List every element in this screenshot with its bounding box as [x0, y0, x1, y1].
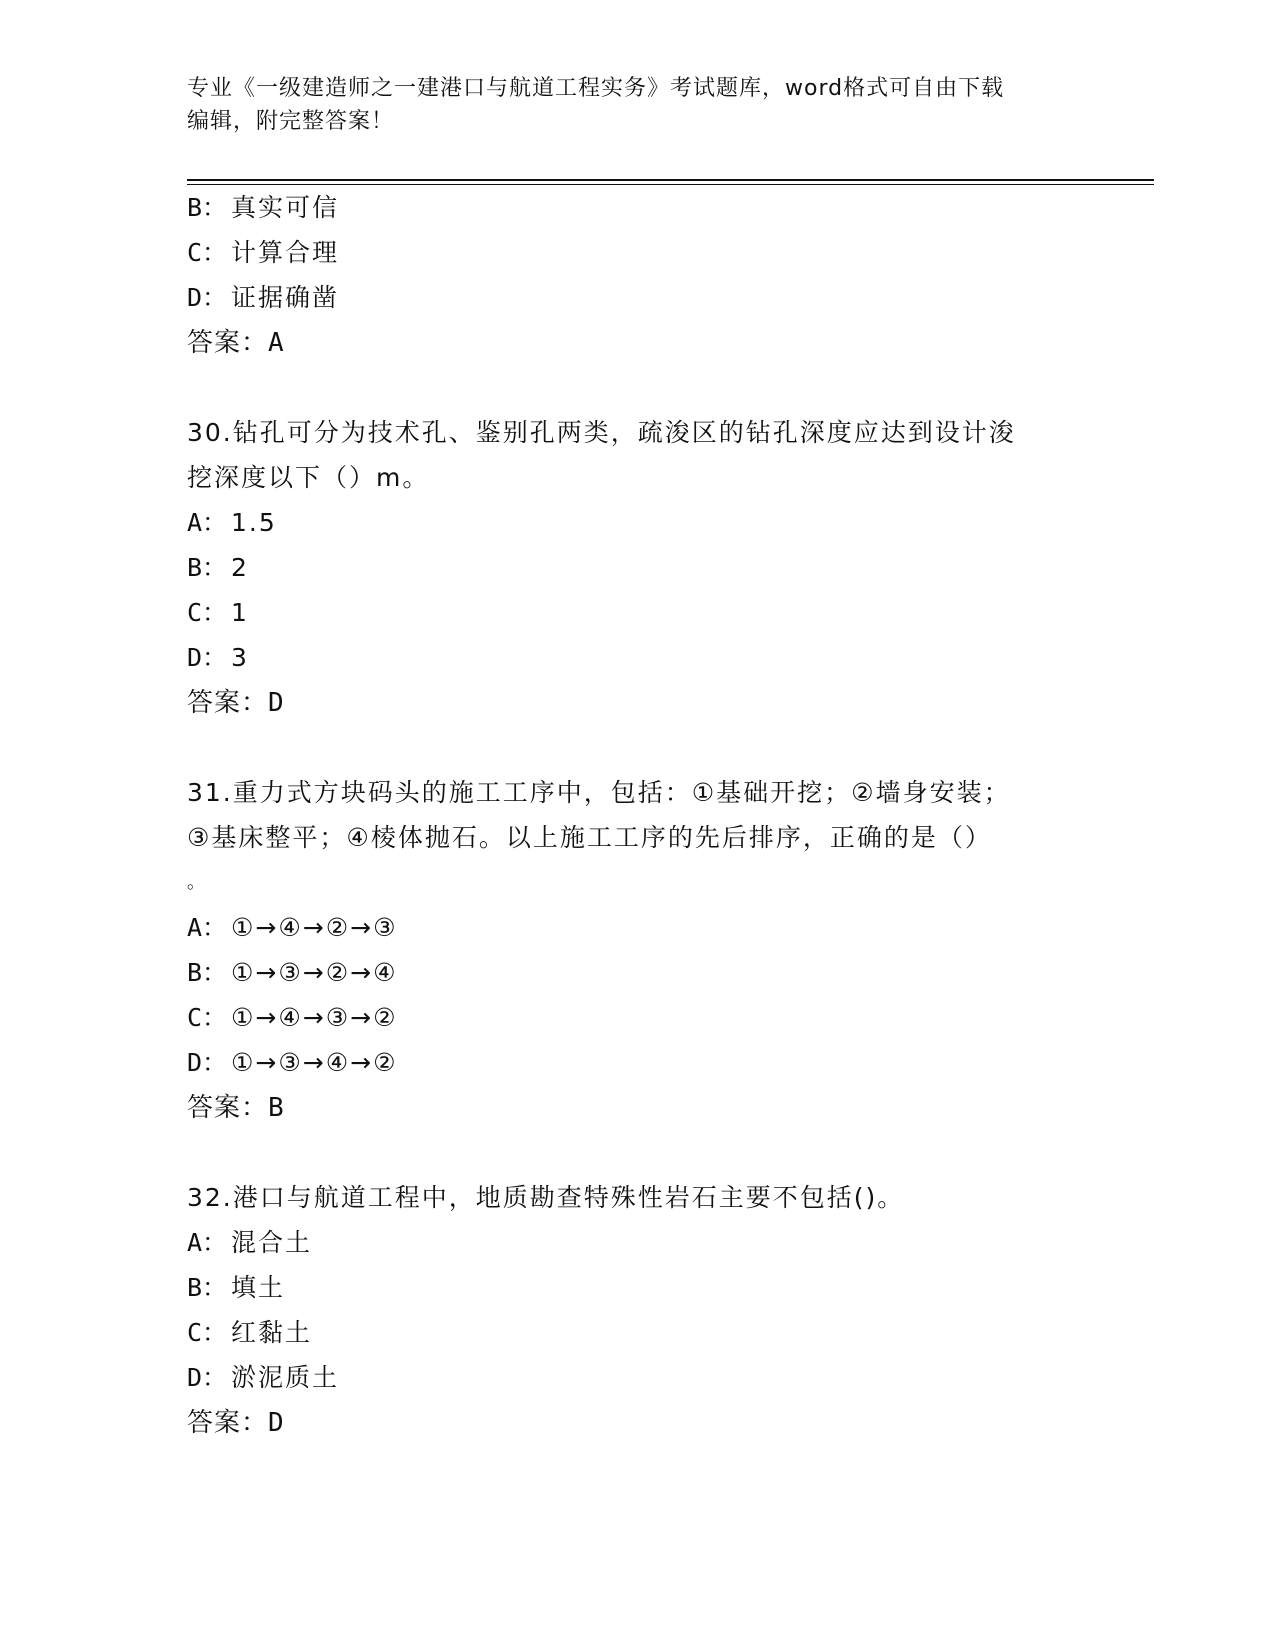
option-text: 证据确凿 — [231, 283, 340, 312]
q31-stem-line-3: 。 — [187, 872, 207, 893]
q29-answer — [187, 326, 285, 360]
q30-stem-line-1: 30.钻孔可分为技术孔、鉴别孔两类，疏浚区的钻孔深度应达到设计浚 — [187, 418, 1016, 447]
option-text: 混合土 — [231, 1228, 313, 1257]
answer-value: B — [268, 1093, 285, 1123]
answer-value: D — [268, 688, 285, 718]
option-letter: C： — [187, 1318, 228, 1347]
page-header — [187, 72, 1067, 138]
option-letter: A： — [187, 508, 228, 537]
q30-option-c — [187, 596, 249, 630]
option-text: 填土 — [231, 1273, 286, 1302]
header-rule-thick — [187, 179, 1154, 181]
option-text: ①→③→②→④ — [231, 958, 398, 987]
option-letter: A： — [187, 1228, 228, 1257]
q30-option-d — [187, 641, 249, 675]
answer-value: A — [268, 328, 285, 358]
option-text: ①→④→②→③ — [231, 913, 398, 942]
q30-option-a — [187, 506, 277, 540]
q29-option-d — [187, 281, 339, 315]
q32-stem-line-1: 32.港口与航道工程中，地质勘查特殊性岩石主要不包括()。 — [187, 1183, 905, 1212]
option-letter: D： — [187, 1363, 228, 1392]
q30-option-b — [187, 551, 249, 585]
option-text: 3 — [231, 643, 249, 672]
option-text: 红黏土 — [231, 1318, 313, 1347]
option-text: 淤泥质土 — [231, 1363, 340, 1392]
option-letter: D： — [187, 1048, 228, 1077]
option-letter: B： — [187, 193, 228, 222]
q31-stem-line-2: ③基床整平；④棱体抛石。以上施工工序的先后排序，正确的是（） — [187, 823, 992, 852]
option-letter: B： — [187, 958, 228, 987]
q31-answer — [187, 1091, 285, 1125]
q32-answer — [187, 1406, 285, 1440]
q31-option-a — [187, 911, 398, 945]
answer-label: 答案： — [187, 1093, 269, 1123]
option-text: 真实可信 — [231, 193, 340, 222]
q32-option-b — [187, 1271, 285, 1305]
answer-label: 答案： — [187, 1408, 269, 1438]
option-text: 2 — [231, 553, 249, 582]
q31-stem-line-1: 31.重力式方块码头的施工工序中，包括：①基础开挖；②墙身安装； — [187, 778, 1011, 807]
header-rule-thin — [187, 184, 1154, 185]
q32-option-a — [187, 1226, 312, 1260]
q29-option-c — [187, 236, 339, 270]
answer-label: 答案： — [187, 688, 269, 718]
answer-value: D — [268, 1408, 285, 1438]
q32-option-d — [187, 1361, 339, 1395]
q30-answer — [187, 686, 285, 720]
q29-option-b — [187, 191, 339, 225]
option-text: 1.5 — [231, 508, 277, 537]
option-letter: A： — [187, 913, 228, 942]
option-letter: C： — [187, 598, 228, 627]
q32-option-c — [187, 1316, 312, 1350]
option-letter: D： — [187, 643, 228, 672]
option-text: ①→④→③→② — [231, 1003, 398, 1032]
option-text: 计算合理 — [231, 238, 340, 267]
answer-label: 答案： — [187, 328, 269, 358]
option-text: 1 — [231, 598, 249, 627]
option-letter: D： — [187, 283, 228, 312]
q31-option-d — [187, 1046, 398, 1080]
q31-option-b — [187, 956, 398, 990]
header-line-1: 专业《一级建造师之一建港口与航道工程实务》考试题库，word格式可自由下载 — [187, 76, 1005, 101]
option-letter: B： — [187, 1273, 228, 1302]
header-line-2: 编辑，附完整答案！ — [187, 109, 395, 134]
option-letter: C： — [187, 238, 228, 267]
option-letter: C： — [187, 1003, 228, 1032]
q30-stem-line-2: 挖深度以下（）m。 — [187, 463, 430, 492]
option-text: ①→③→④→② — [231, 1048, 398, 1077]
q31-option-c — [187, 1001, 398, 1035]
option-letter: B： — [187, 553, 228, 582]
